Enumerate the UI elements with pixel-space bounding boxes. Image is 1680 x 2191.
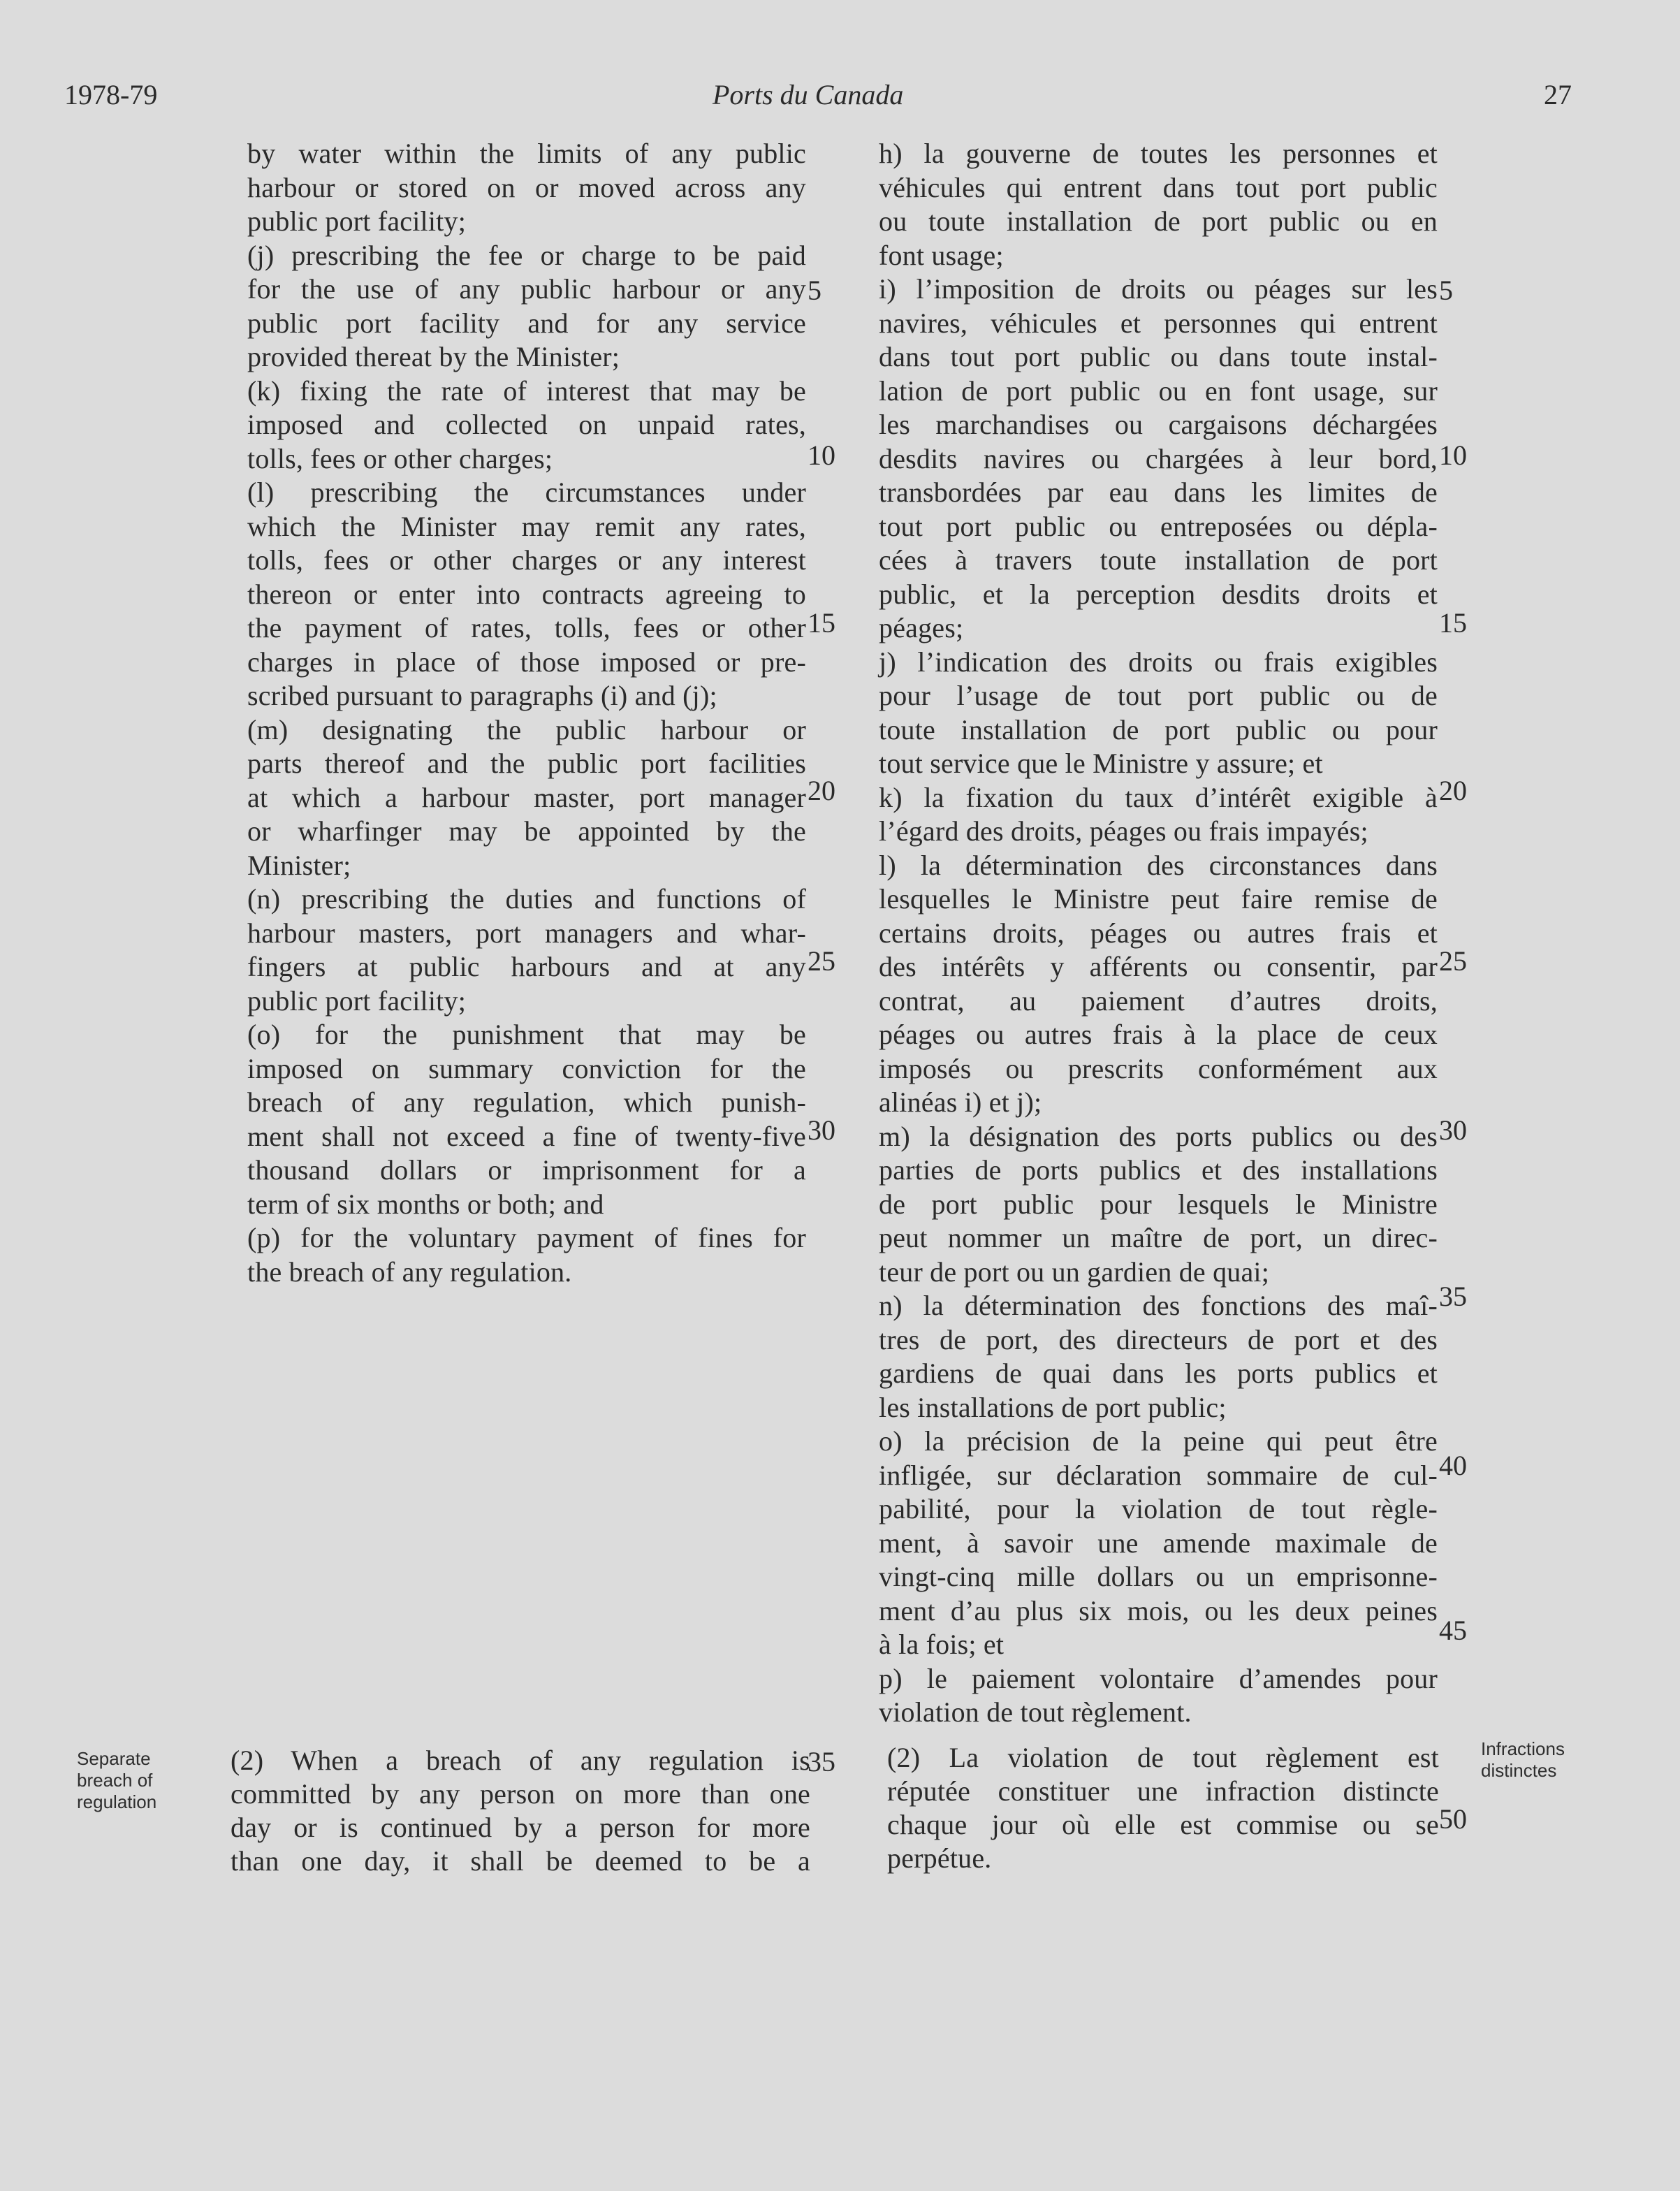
text-line: public port facility and for any service <box>247 307 806 339</box>
text-line: péages; <box>879 612 964 643</box>
text-line: (l) prescribing the circumstances under <box>247 476 806 508</box>
text-line: the payment of rates, tolls, fees or other <box>247 612 806 643</box>
text-line: violation de tout règlement. <box>879 1696 1192 1728</box>
text-line: or wharfinger may be appointed by the <box>247 815 806 847</box>
text-line: certains droits, péages ou autres frais et <box>879 917 1438 949</box>
text-line: à la fois; et <box>879 1629 1005 1660</box>
text-line: infligée, sur déclaration sommaire de cul- <box>879 1459 1438 1491</box>
text-line: (m) designating the public harbour or <box>247 713 806 745</box>
text-line: harbour masters, port managers and whar- <box>247 917 806 949</box>
text-line: ment, à savoir une amende maximale de <box>879 1527 1438 1559</box>
text-line: which the Minister may remit any rates, <box>247 510 806 542</box>
line-number: 5 <box>1439 275 1453 306</box>
line-number: 35 <box>808 1746 835 1777</box>
line-number: 10 <box>808 439 835 471</box>
page-number: 27 <box>1544 79 1572 110</box>
text-line: gardiens de quai dans les ports publics et <box>879 1357 1438 1389</box>
text-line: public port facility; <box>247 984 467 1017</box>
margin-note-english: Separate breach of regulation <box>77 1748 157 1812</box>
line-number: 20 <box>808 775 835 806</box>
text-line: navires, véhicules et personnes qui entrent <box>879 307 1438 339</box>
text-line: scribed pursuant to paragraphs (i) and (j); <box>247 680 717 711</box>
text-line: teur de port ou un gardien de quai; <box>879 1255 1270 1288</box>
text-line: parts thereof and the public port facilities <box>247 748 806 779</box>
text-line: at which a harbour master, port manager <box>247 781 806 813</box>
text-line: les marchandises ou cargaisons déchargées <box>879 409 1438 440</box>
text-line: véhicules qui entrent dans tout port public <box>879 171 1438 203</box>
text-line: breach of any regulation, which punish- <box>247 1086 806 1118</box>
text-line: tout port public ou entreposées ou dépla- <box>879 510 1438 542</box>
text-line: (j) prescribing the fee or charge to be paid <box>247 239 806 271</box>
text-line: parties de ports publics et des installations <box>879 1154 1438 1186</box>
line-number: 30 <box>1439 1114 1467 1146</box>
text-line: font usage; <box>879 239 1004 271</box>
text-line: (p) for the voluntary payment of fines for <box>247 1222 806 1253</box>
text-line: j) l’indication des droits ou frais exigibles <box>879 646 1438 678</box>
text-line: imposés ou prescrits conformément aux <box>879 1052 1438 1084</box>
text-line: fingers at public harbours and at any <box>247 951 806 982</box>
text-line: lesquelles le Ministre peut faire remise de <box>879 883 1438 915</box>
text-line: i) l’imposition de droits ou péages sur les <box>879 273 1438 305</box>
text-line: (2) La violation de tout règlement est <box>887 1742 1439 1773</box>
line-number: 50 <box>1439 1803 1467 1835</box>
text-line: harbour or stored on or moved across any <box>247 171 806 203</box>
text-line: alinéas i) et j); <box>879 1086 1042 1118</box>
text-line: pabilité, pour la violation de tout règle- <box>879 1493 1438 1524</box>
line-number: 10 <box>1439 439 1467 471</box>
line-number: 5 <box>808 275 821 306</box>
text-line: ment d’au plus six mois, ou les deux peines <box>879 1594 1438 1626</box>
text-line: imposed and collected on unpaid rates, <box>247 409 806 440</box>
line-number: 20 <box>1439 775 1467 806</box>
text-line: réputée constituer une infraction distincte <box>887 1775 1439 1807</box>
text-line: imposed on summary conviction for the <box>247 1052 806 1084</box>
text-line: ment shall not exceed a fine of twenty-five <box>247 1120 806 1152</box>
text-line: (k) fixing the rate of interest that may be <box>247 374 806 407</box>
text-line: public, et la perception desdits droits et <box>879 578 1438 610</box>
text-line: des intérêts y afférents ou consentir, par <box>879 951 1438 982</box>
text-line: vingt-cinq mille dollars ou un emprisonne- <box>879 1561 1438 1592</box>
text-line: (o) for the punishment that may be <box>247 1019 806 1050</box>
text-line: toute installation de port public ou pour <box>879 713 1438 745</box>
text-line: l’égard des droits, péages ou frais impayés; <box>879 815 1368 847</box>
text-line: tout service que le Ministre y assure; et <box>879 748 1323 779</box>
text-line: contrat, au paiement d’autres droits, <box>879 984 1438 1017</box>
text-line: k) la fixation du taux d’intérêt exigible à <box>879 781 1438 813</box>
text-line: cées à travers toute installation de port <box>879 544 1438 576</box>
text-line: ou toute installation de port public ou en <box>879 205 1438 237</box>
margin-note-french: Infractions distinctes <box>1481 1738 1565 1781</box>
text-line: les installations de port public; <box>879 1391 1227 1423</box>
text-line: tres de port, des directeurs de port et des <box>879 1323 1438 1355</box>
text-line: Minister; <box>247 849 351 881</box>
text-line: by water within the limits of any public <box>247 138 806 169</box>
text-line: de port public pour lesquels le Ministre <box>879 1188 1438 1220</box>
text-line: for the use of any public harbour or any <box>247 273 806 305</box>
text-line: dans tout port public ou dans toute instal- <box>879 341 1438 372</box>
text-line: thousand dollars or imprisonment for a <box>247 1154 806 1186</box>
text-line: public port facility; <box>247 205 467 237</box>
text-line: tolls, fees or other charges; <box>247 442 553 474</box>
text-line: than one day, it shall be deemed to be a <box>231 1845 810 1877</box>
text-line: term of six months or both; and <box>247 1188 604 1220</box>
page-title: Ports du Canada <box>713 79 904 110</box>
line-number: 40 <box>1439 1450 1467 1481</box>
text-line: transbordées par eau dans les limites de <box>879 476 1438 508</box>
line-number: 15 <box>1439 607 1467 639</box>
text-line: perpétue. <box>887 1842 992 1874</box>
text-line: desdits navires ou chargées à leur bord, <box>879 442 1438 474</box>
text-line: p) le paiement volontaire d’amendes pour <box>879 1662 1438 1694</box>
text-line: pour l’usage de tout port public ou de <box>879 680 1438 711</box>
text-line: (n) prescribing the duties and functions of <box>247 883 806 915</box>
line-number: 45 <box>1439 1615 1467 1646</box>
text-line: h) la gouverne de toutes les personnes et <box>879 138 1438 169</box>
text-line: day or is continued by a person for more <box>231 1812 810 1843</box>
text-line: (2) When a breach of any regulation is <box>231 1745 810 1776</box>
text-line: l) la détermination des circonstances dans <box>879 849 1438 881</box>
line-number: 25 <box>1439 945 1467 977</box>
text-line: lation de port public ou en font usage, sur <box>879 374 1438 407</box>
text-line: m) la désignation des ports publics ou des <box>879 1120 1438 1152</box>
text-line: committed by any person on more than one <box>231 1778 810 1810</box>
text-line: n) la détermination des fonctions des maî- <box>879 1290 1438 1321</box>
text-line: thereon or enter into contracts agreeing to <box>247 578 806 610</box>
year-label: 1978-79 <box>64 79 158 110</box>
line-number: 35 <box>1439 1281 1467 1312</box>
text-line: the breach of any regulation. <box>247 1255 572 1288</box>
line-number: 30 <box>808 1114 835 1146</box>
line-number: 25 <box>808 945 835 977</box>
text-line: charges in place of those imposed or pre- <box>247 646 806 678</box>
text-line: chaque jour où elle est commise ou se <box>887 1809 1439 1840</box>
line-number: 15 <box>808 607 835 639</box>
text-line: o) la précision de la peine qui peut être <box>879 1425 1438 1457</box>
text-line: peut nommer un maître de port, un direc- <box>879 1222 1438 1253</box>
text-line: tolls, fees or other charges or any interest <box>247 544 806 576</box>
text-line: péages ou autres frais à la place de ceux <box>879 1019 1438 1050</box>
text-line: provided thereat by the Minister; <box>247 341 620 372</box>
